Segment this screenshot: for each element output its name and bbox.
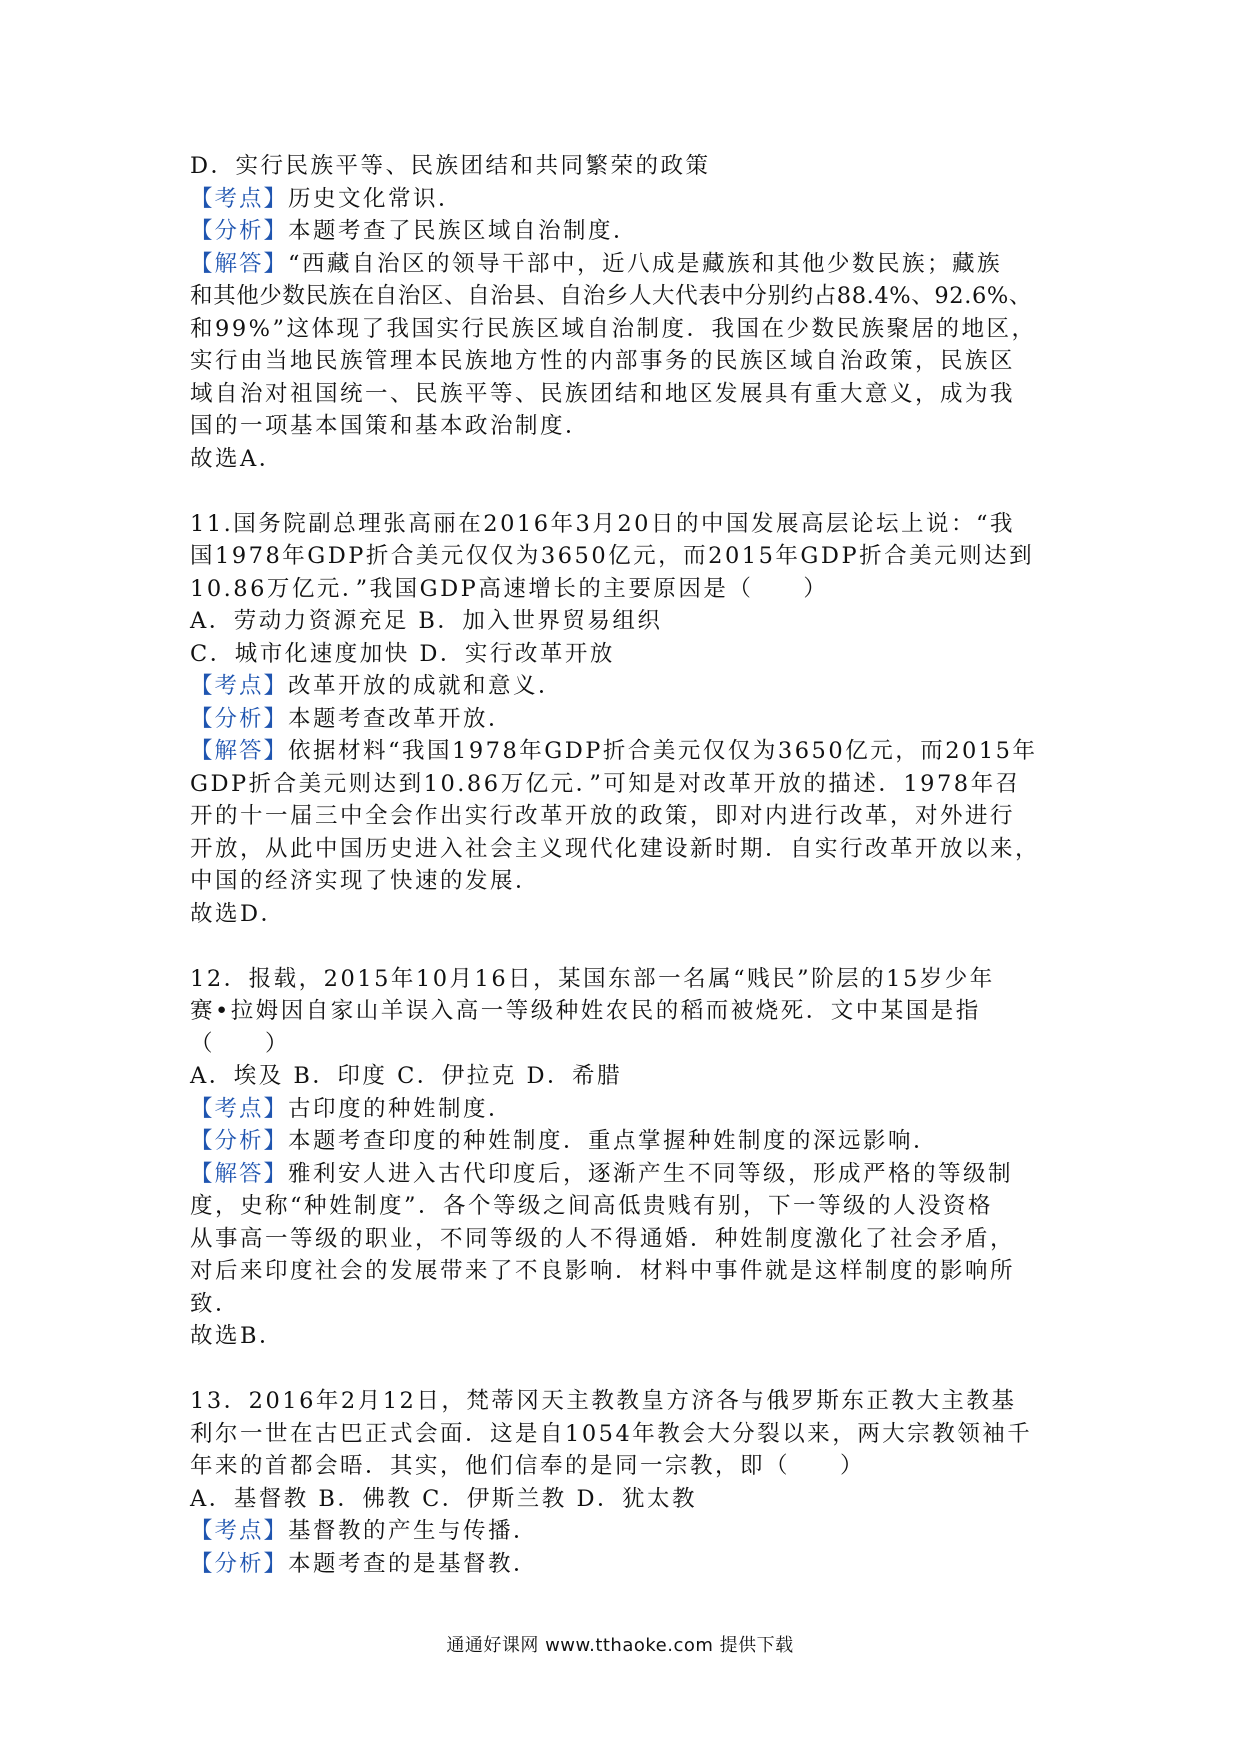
jieda-continuation: 从事高一等级的职业，不同等级的人不得通婚．种姓制度激化了社会矛盾， [190,1225,1016,1252]
spacer [190,930,1070,963]
fenxi-line [190,1548,1070,1581]
kaodian-line [190,670,1070,703]
kaodian-text: 改革开放的成就和意义． [288,673,564,699]
jieda-text: “西藏自治区的领导干部中，近八成是藏族和其他少数民族；藏族 [288,250,1003,277]
jieda-line [190,735,1070,768]
question-11-options: C．城市化速度加快 D．实行改革开放 [190,640,615,667]
jieda-tag: 【解答】 [190,250,289,277]
spacer [190,1353,1070,1386]
jieda-continuation: 度，史称“种姓制度”．各个等级之间高低贵贱有别，下一等级的人没资格 [190,1193,994,1219]
question-11-stem: 10.86万亿元．”我国GDP高速增长的主要原因是（ ） [190,575,829,602]
jieda-tag: 【解答】 [190,738,289,764]
fenxi-tag: 【分析】 [190,1550,289,1577]
kaodian-line [190,183,1070,216]
fenxi-text: 本题考查的是基督教． [288,1550,539,1577]
kaodian-tag: 【考点】 [190,1518,289,1544]
question-11-stem: 国1978年GDP折合美元仅仅为3650亿元，而2015年GDP折合美元则达到 [190,543,1035,569]
fenxi-tag: 【分析】 [190,1128,289,1154]
kaodian-text: 古印度的种姓制度． [288,1095,514,1122]
kaodian-text: 历史文化常识． [288,185,464,212]
question-12-options: A．埃及 B．印度 C．伊拉克 D．希腊 [190,1063,622,1089]
jieda-continuation: 开放，从此中国历史进入社会主义现代化建设新时期．自实行改革开放以来， [190,835,1041,862]
option-d: D．实行民族平等、民族团结和共同繁荣的政策 [190,153,711,179]
jieda-continuation: 实行由当地民族管理本民族地方性的内部事务的民族区域自治政策，民族区 [190,348,1016,374]
jieda-continuation: 中国的经济实现了快速的发展． [190,868,541,894]
question-12-stem: 赛•拉姆因自家山羊误入高一等级种姓农民的稻而被烧死．文中某国是指 [190,998,981,1024]
answer-line: 故选D． [190,900,286,927]
jieda-line [190,1158,1070,1191]
jieda-continuation: 开的十一届三中全会作出实行改革开放的政策，即对内进行改革，对外进行 [190,803,1016,829]
fenxi-line [190,703,1070,736]
fenxi-line [190,1125,1070,1158]
jieda-text: 雅利安人进入古代印度后，逐渐产生不同等级，形成严格的等级制 [288,1160,1014,1187]
kaodian-line [190,1093,1070,1126]
jieda-line [190,248,1070,281]
fenxi-text: 本题考查了民族区域自治制度． [288,218,639,244]
jieda-text: 依据材料“我国1978年GDP折合美元仅仅为3650亿元，而2015年 [288,738,1038,764]
jieda-continuation: 对后来印度社会的发展带来了不良影响．材料中事件就是这样制度的影响所 [190,1258,1016,1284]
fenxi-tag: 【分析】 [190,218,289,244]
kaodian-text: 基督教的产生与传播． [288,1518,539,1544]
question-11-options: A．劳动力资源充足 B．加入世界贸易组织 [190,608,663,634]
kaodian-tag: 【考点】 [190,673,289,699]
jieda-continuation: GDP折合美元则达到10.86万亿元．”可知是对改革开放的描述．1978年召 [190,770,1021,797]
jieda-continuation: 致． [190,1290,241,1317]
document-body [190,150,1070,1580]
jieda-tag: 【解答】 [190,1160,289,1187]
fenxi-tag: 【分析】 [190,705,289,732]
kaodian-tag: 【考点】 [190,1095,289,1122]
answer-line: 故选B． [190,1323,285,1349]
jieda-continuation: 域自治对祖国统一、民族平等、民族团结和地区发展具有重大意义，成为我 [190,380,1016,407]
fenxi-text: 本题考查改革开放． [288,705,514,732]
page-footer: 通通好课网 www.tthaoke.com 提供下载 [446,1635,794,1656]
fenxi-line [190,215,1070,248]
question-13-stem: 13．2016年2月12日，梵蒂冈天主教教皇方济各与俄罗斯东正教大主教基 [190,1388,1017,1414]
question-12-stem: （ ） [190,1030,291,1057]
jieda-continuation: 和99%”这体现了我国实行民族区域自治制度．我国在少数民族聚居的地区， [190,315,1037,342]
question-11-stem: 11.国务院副总理张高丽在2016年3月20日的中国发展高层论坛上说：“我 [190,510,1015,537]
jieda-continuation: 和其他少数民族在自治区、自治县、自治乡人大代表中分别约占88.4%、92.6%、 [190,283,1032,309]
kaodian-tag: 【考点】 [190,185,289,212]
question-13-stem: 年来的首都会晤．其实，他们信奉的是同一宗教，即（ ） [190,1453,866,1479]
spacer [190,475,1070,508]
answer-line: 故选A． [190,445,284,472]
fenxi-text: 本题考查印度的种姓制度．重点掌握种姓制度的深远影响． [288,1128,939,1154]
question-13-stem: 利尔一世在古巴正式会面．这是自1054年教会大分裂以来，两大宗教领袖千 [190,1420,1033,1447]
jieda-continuation: 国的一项基本国策和基本政治制度． [190,413,591,439]
kaodian-line [190,1515,1070,1548]
question-12-stem: 12．报载，2015年10月16日，某国东部一名属“贱民”阶层的15岁少年 [190,965,995,992]
question-13-options: A．基督教 B．佛教 C．伊斯兰教 D．犹太教 [190,1485,697,1512]
